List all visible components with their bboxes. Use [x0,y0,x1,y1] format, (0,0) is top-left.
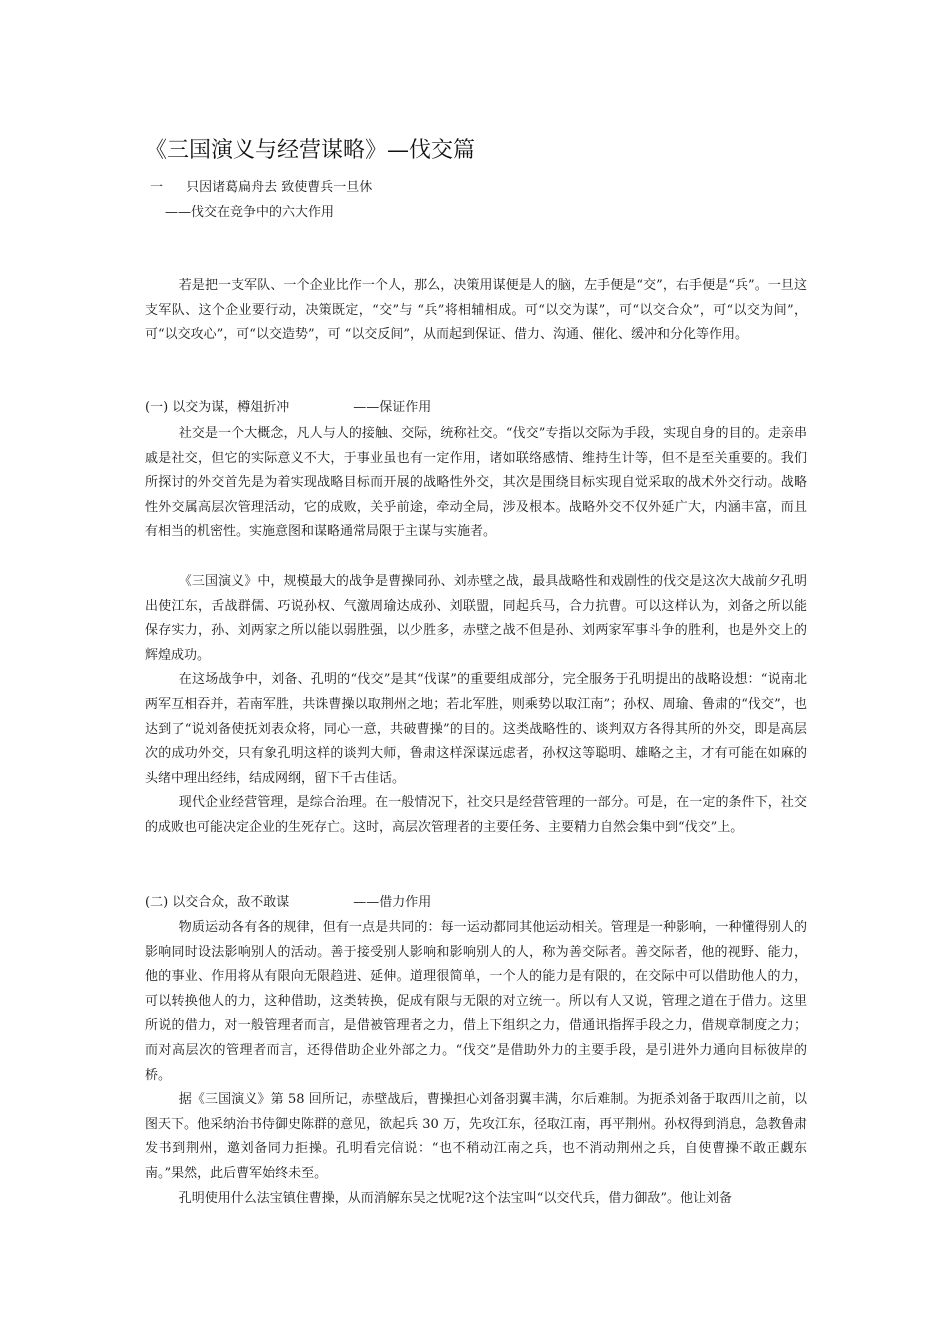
subtitle-line [150,178,372,198]
paragraph: 物质运动各有各的规律，但有一点是共同的：每一运动都同其他运动相关。管理是一种影响，一种懂得别人的影响同时设法影响别人的活动。善于接受别人影响和影响别人的人，称为善交际者。善交际者，他的视野、能力，他的事业、作用将从有限向无限趋进、延伸。道理很简单，一个人的能力是有限的，在交际中可以借助他人的力，可以转换他人的力，这种借助，这类转换，促成有限与无限的对立统一。所以有人又说，管理之道在于借力。这里所说的借力，对一般管理者而言，是借被管理者之力，借上下组织之力，借通讯指挥手段之力，借规章制度之力；而对高层次的管理者而言，还得借助企业外部之力。“伐交”是借助外力的主要手段，是引进外力通向目标彼岸的桥。 [145,920,807,1083]
subtitle-dash-line: ——伐交在竞争中的六大作用 [165,205,335,220]
section1-heading: (一) 以交为谋，樽俎折冲 [145,400,290,415]
paragraph: 据《三国演义》第 58 回所记，赤壁战后，曹操担心刘备羽翼丰满，尔后难制。为扼杀刘备于取西川之前，以图天下。他采纳治书侍御史陈群的意见，欲起兵 30 万，先攻江东，径取江南，再平荆州。孙权得到消息，急教鲁肃发书到荆州，邀刘备同力拒操。孔明看完信说：“也不稍动江南之兵，也不消动荆州之兵，自使曹操不敢正觑东南。”果然，此后曹军始终未至。 [145,1092,807,1181]
paragraph: 孔明使用什么法宝镇住曹操，从而消解东吴之忧呢?这个法宝叫“以交代兵，借力御敌”。他让刘备 [178,1190,733,1206]
subtitle-verse-b: 致使曹兵一旦休 [281,180,373,195]
paragraph: 在这场战争中，刘备、孔明的“伐交”是其“伐谋”的重要组成部分，完全服务于孔明提出的战略设想：“说南北两军互相吞并，若南军胜，共诛曹操以取荆州之地；若北军胜，则乘势以取江南”；孙权、周瑜、鲁肃的“伐交”，也达到了“说刘备使抚刘表众将，同心一意，共破曹操”的目的。这类战略性的、谈判双方各得其所的外交，即是高层次的成功外交，只有象孔明这样的谈判大师，鲁肃这样深谋远虑者，孙权这等聪明、雄略之主，才有可能在如麻的头绪中理出经纬，结成网纲，留下千古佳话。 [145,672,807,786]
subtitle-verse-a: 只因诸葛扁舟去 [186,180,278,195]
paragraph: 现代企业经营管理，是综合治理。在一般情况下，社交只是经营管理的一部分。可是，在一定的条件下，社交的成败也可能决定企业的生死存亡。这时，高层次管理者的主要任务、主要精力自然会集中到“伐交”上。 [145,795,807,835]
intro-paragraph [145,274,807,348]
paragraph: 社交是一个大概念，凡人与人的接触、交际，统称社交。“伐交”专指以交际为手段，实现自身的目的。走亲串戚是社交，但它的实际意义不大，于事业虽也有一定作用，诸如联络感情、维持生计等，但不是至关重要的。我们所探讨的外交首先是为着实现战略目标而开展的战略性外交，其次是围绕目标实现自觉采取的战术外交行动。战略性外交属高层次管理活动，它的成败，关乎前途，牵动全局，涉及根本。战略外交不仅外延广大，内涵丰富，而且有相当的机密性。实施意图和谋略通常局限于主谋与实施者。 [145,426,807,540]
section-heading [145,893,431,913]
section2-body [145,916,807,1211]
intro-text: 若是把一支军队、一个企业比作一个人，那么，决策用谋便是人的脑，左手便是“交”，右手便是“兵”。一旦这支军队、这个企业要行动，决策既定，“交”与 “兵”将相辅相成。可“以交为谋”，可“以交合众”，可“以交为间”，可“以交攻心”，可“以交造势”，可 “以交反间”，从而起到保证、借力、沟通、催化、缓冲和分化等作用。 [145,278,807,343]
section-heading [145,398,431,418]
section1-body-continued [145,570,807,841]
section2-heading: (二) 以交合众，敌不敢谋 [145,895,290,910]
section1-body [145,422,807,545]
section1-tag: ——保证作用 [353,400,432,415]
document-title: 《三国演义与经营谋略》—伐交篇 [145,138,476,163]
section2-tag: ——借力作用 [353,895,432,910]
subtitle-number: 一 [150,180,164,195]
paragraph: 《三国演义》中，规模最大的战争是曹操同孙、刘赤壁之战，最具战略性和戏剧性的伐交是这次大战前夕孔明出使江东，舌战群儒、巧说孙权、气激周瑜达成孙、刘联盟，同起兵马，合力抗曹。可以这样认为，刘备之所以能保存实力，孙、刘两家之所以能以弱胜强，以少胜多，赤壁之战不但是孙、刘两家军事斗争的胜利，也是外交上的辉煌成功。 [145,574,807,663]
